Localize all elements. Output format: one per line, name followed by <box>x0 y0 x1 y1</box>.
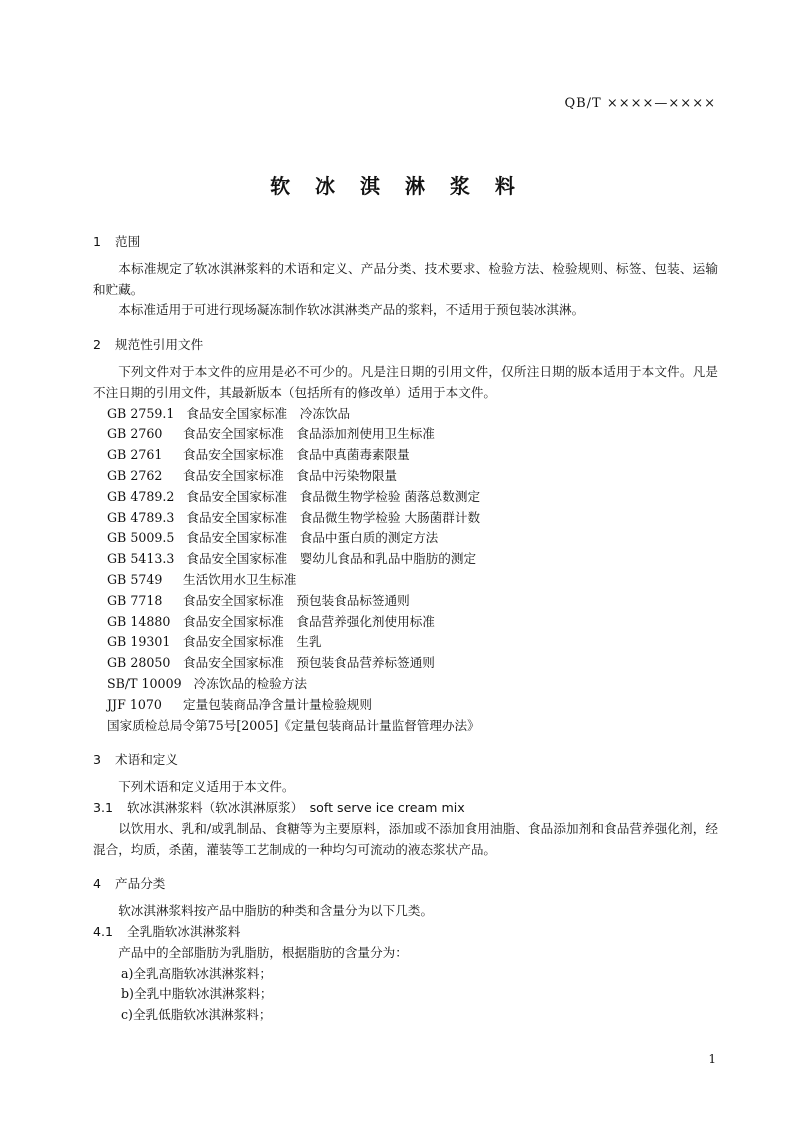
reference-code: GB 4789.2 <box>107 488 175 504</box>
reference-code: GB 5009.5 <box>107 530 175 546</box>
reference-item <box>93 695 718 716</box>
reference-name: 冷冻饮品的检验方法 <box>193 675 307 691</box>
reference-code: GB 19301 <box>107 634 171 650</box>
section-title: 产品分类 <box>115 876 166 892</box>
reference-item: 国家质检总局令第75号[2005]《定量包装商品计量监督管理办法》 <box>107 717 480 733</box>
paragraph: 下列术语和定义适用于本文件。 <box>118 779 295 795</box>
paragraph: 以饮用水、乳和/或乳制品、食糖等为主要原料，添加或不添加食用油脂、食品添加剂和食品营养强化剂，经混合，均质，杀菌，灌装等工艺制成的一种均匀可流动的液态浆状产品。 <box>93 820 718 857</box>
section-title: 规范性引用文件 <box>115 337 204 353</box>
reference-name: 食品安全国家标准 冷冻饮品 <box>186 405 351 421</box>
reference-list <box>93 404 718 737</box>
reference-item <box>93 487 718 508</box>
paragraph: 下列文件对于本文件的应用是必不可少的。凡是注日期的引用文件，仅所注日期的版本适用于本文件。凡是不注日期的引用文件，其最新版本（包括所有的修改单）适用于本文件。 <box>93 363 718 400</box>
reference-name: 食品安全国家标准 食品中污染物限量 <box>183 467 398 483</box>
reference-item <box>93 445 718 466</box>
section-heading-scope <box>93 232 718 253</box>
reference-code: GB 4789.3 <box>107 509 175 525</box>
subsection-heading <box>93 798 718 819</box>
reference-code: GB 14880 <box>107 613 171 629</box>
page-number: 1 <box>708 1052 716 1066</box>
paragraph: 产品中的全部脂肪为乳脂肪，根据脂肪的含量分为： <box>118 944 408 960</box>
reference-code: GB 7718 <box>107 592 163 608</box>
subsection-title: 全乳脂软冰淇淋浆料 <box>127 923 241 939</box>
list-item: c)全乳低脂软冰淇淋浆料； <box>121 1007 272 1023</box>
reference-code: GB 2760 <box>107 426 163 442</box>
reference-item <box>93 528 718 549</box>
section-number: 3 <box>93 752 102 768</box>
reference-item <box>93 632 718 653</box>
reference-code: GB 28050 <box>107 655 171 671</box>
reference-code: GB 2759.1 <box>107 405 175 421</box>
standard-code: QB/T ××××—×××× <box>564 96 716 111</box>
section-heading-normative-references <box>93 335 718 356</box>
subsection-title: 软冰淇淋浆料（软冰淇淋原浆） soft serve ice cream mix <box>127 799 465 815</box>
list-item: a)全乳高脂软冰淇淋浆料； <box>121 965 272 981</box>
section-title: 术语和定义 <box>115 752 178 768</box>
reference-name: 定量包装商品净含量计量检验规则 <box>183 696 372 712</box>
reference-code: GB 5749 <box>107 571 163 587</box>
reference-code: GB 2761 <box>107 447 163 463</box>
reference-item <box>93 508 718 529</box>
reference-name: 生活饮用水卫生标准 <box>183 571 297 587</box>
reference-name: 食品安全国家标准 食品中真菌毒素限量 <box>183 447 410 463</box>
reference-item <box>93 612 718 633</box>
reference-item <box>93 424 718 445</box>
reference-item <box>93 653 718 674</box>
subsection-heading <box>93 922 718 943</box>
document-body <box>93 232 718 1026</box>
section-number: 4 <box>93 876 102 892</box>
reference-code: JJF 1070 <box>107 696 162 712</box>
reference-item <box>93 466 718 487</box>
reference-code: GB 5413.3 <box>107 551 175 567</box>
document-title: 软 冰 淇 淋 浆 料 <box>270 174 524 198</box>
section-number: 1 <box>93 234 102 249</box>
section-heading-classification <box>93 874 718 895</box>
reference-item <box>93 591 718 612</box>
reference-name: 食品安全国家标准 食品中蛋白质的测定方法 <box>186 530 439 546</box>
reference-name: 食品安全国家标准 预包装食品营养标签通则 <box>183 655 435 671</box>
list-item: b)全乳中脂软冰淇淋浆料； <box>121 986 273 1002</box>
paragraph: 本标准适用于可进行现场凝冻制作软冰淇淋类产品的浆料，不适用于预包装冰淇淋。 <box>118 302 585 318</box>
reference-name: 食品安全国家标准 食品微生物学检验 大肠菌群计数 <box>186 509 481 525</box>
reference-code: GB 2762 <box>107 467 163 483</box>
section-title: 范围 <box>115 234 141 249</box>
reference-name: 食品安全国家标准 食品添加剂使用卫生标准 <box>183 426 435 442</box>
reference-name: 食品安全国家标准 食品微生物学检验 菌落总数测定 <box>186 488 481 504</box>
reference-name: 食品安全国家标准 婴幼儿食品和乳品中脂肪的测定 <box>186 551 477 567</box>
reference-item <box>93 570 718 591</box>
reference-name: 食品安全国家标准 生乳 <box>183 634 322 650</box>
reference-code: SB/T 10009 <box>107 675 182 691</box>
subsection-number: 3.1 <box>93 799 114 815</box>
reference-name: 食品安全国家标准 预包装食品标签通则 <box>183 592 410 608</box>
reference-item <box>93 674 718 695</box>
reference-item <box>93 404 718 425</box>
reference-name: 食品安全国家标准 食品营养强化剂使用标准 <box>183 613 435 629</box>
reference-item <box>93 549 718 570</box>
subsection-number: 4.1 <box>93 923 114 939</box>
paragraph: 软冰淇淋浆料按产品中脂肪的种类和含量分为以下几类。 <box>118 903 434 919</box>
paragraph: 本标准规定了软冰淇淋浆料的术语和定义、产品分类、技术要求、检验方法、检验规则、标签、包装、运输和贮藏。 <box>93 260 718 297</box>
section-number: 2 <box>93 337 102 353</box>
section-heading-terms <box>93 750 718 771</box>
